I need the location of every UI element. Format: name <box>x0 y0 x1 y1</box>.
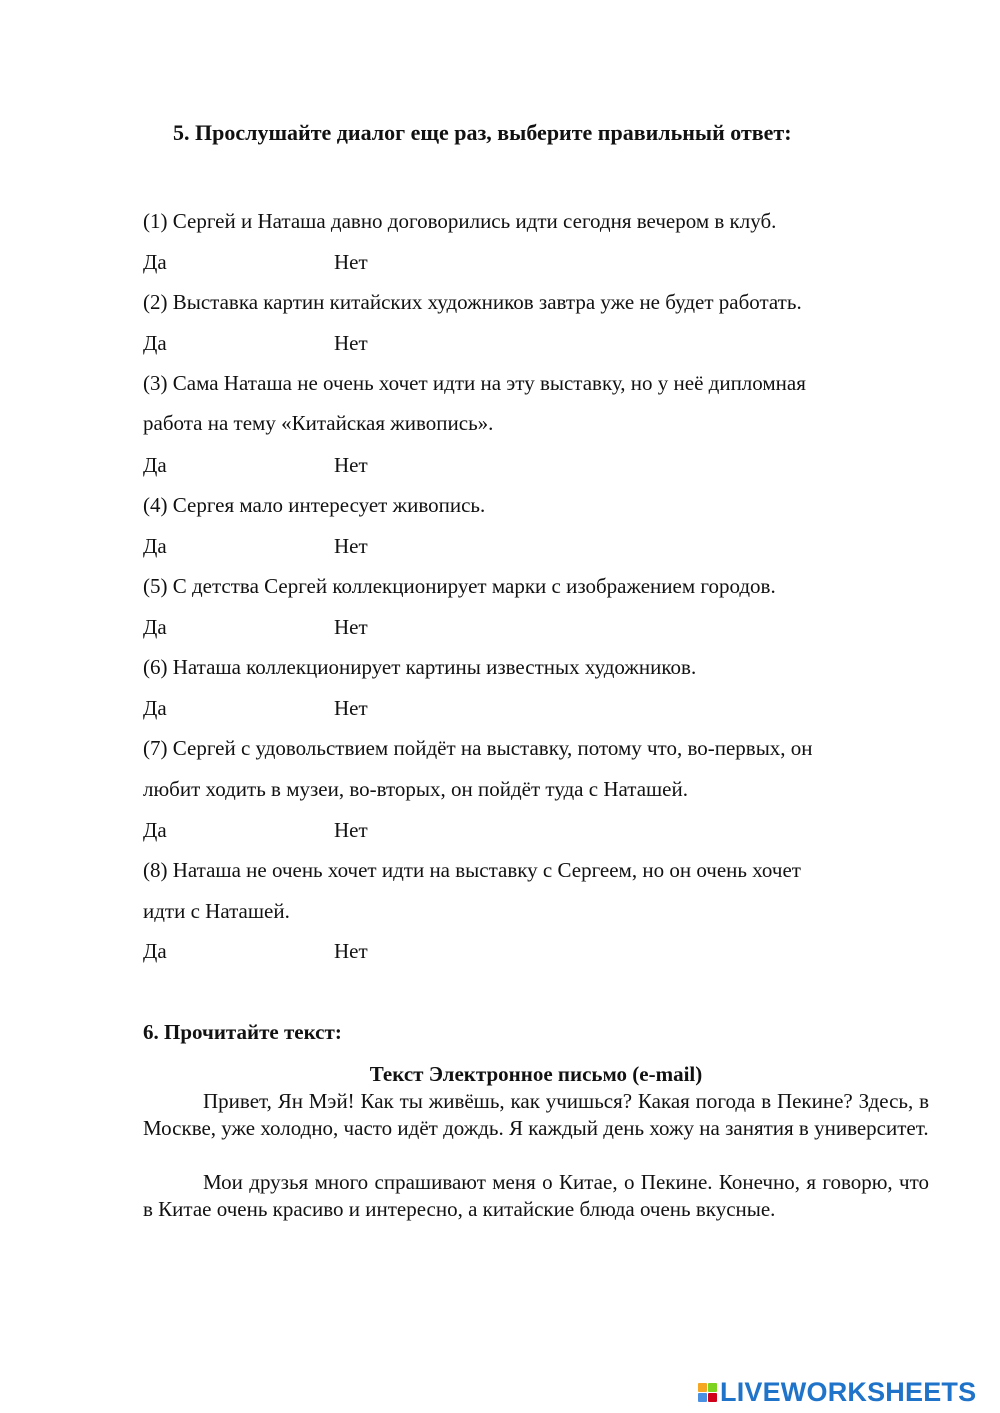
question-1-line-1: (1) Сергей и Наташа давно договорились идти сегодня вечером в клуб. <box>143 209 777 233</box>
question-6-yes-option[interactable]: Да <box>143 696 167 720</box>
question-3-line-2: работа на тему «Китайская живопись». <box>143 411 494 435</box>
question-4-yes-option[interactable]: Да <box>143 534 167 558</box>
logo-square-icon <box>698 1393 707 1402</box>
question-5-no-option[interactable]: Нет <box>334 615 368 639</box>
logo-square-icon <box>708 1383 717 1392</box>
question-4-no-option[interactable]: Нет <box>334 534 368 558</box>
question-6-line-1: (6) Наташа коллекционирует картины известных художников. <box>143 655 697 679</box>
liveworksheets-logo <box>698 1377 976 1407</box>
question-6-no-option[interactable]: Нет <box>334 696 368 720</box>
question-3-line-1: (3) Сама Наташа не очень хочет идти на эту выставку, но у неё дипломная <box>143 371 806 395</box>
logo-square-icon <box>698 1383 707 1392</box>
task5-title: 5. Прослушайте диалог еще раз, выберите правильный ответ: <box>173 120 792 145</box>
question-2-line-1: (2) Выставка картин китайских художников завтра уже не будет работать. <box>143 290 802 314</box>
liveworksheets-logo-text: LIVEWORKSHEETS <box>720 1376 977 1407</box>
question-8-line-2: идти с Наташей. <box>143 899 290 923</box>
question-2-yes-option[interactable]: Да <box>143 331 167 355</box>
question-5-yes-option[interactable]: Да <box>143 615 167 639</box>
question-3-no-option[interactable]: Нет <box>334 453 368 477</box>
liveworksheets-logo-icon <box>698 1383 717 1402</box>
question-7-no-option[interactable]: Нет <box>334 818 368 842</box>
task6-title: 6. Прочитайте текст: <box>143 1020 342 1044</box>
text-title: Текст Электронное письмо (e-mail) <box>369 1062 703 1086</box>
question-8-no-option[interactable]: Нет <box>334 939 368 963</box>
question-1-yes-option[interactable]: Да <box>143 250 167 274</box>
question-7-line-2: любит ходить в музеи, во-вторых, он пойдёт туда с Наташей. <box>143 777 688 801</box>
question-8-line-1: (8) Наташа не очень хочет идти на выставку с Сергеем, но он очень хочет <box>143 858 801 882</box>
question-7-yes-option[interactable]: Да <box>143 818 167 842</box>
question-4-line-1: (4) Сергея мало интересует живопись. <box>143 493 486 517</box>
question-1-no-option[interactable]: Нет <box>334 250 368 274</box>
question-8-yes-option[interactable]: Да <box>143 939 167 963</box>
question-3-yes-option[interactable]: Да <box>143 453 167 477</box>
question-5-line-1: (5) С детства Сергей коллекционирует марки с изображением городов. <box>143 574 776 598</box>
question-7-line-1: (7) Сергей с удовольствием пойдёт на выставку, потому что, во-первых, он <box>143 736 813 760</box>
email-paragraph-1: Привет, Ян Мэй! Как ты живёшь, как учишься? Какая погода в Пекине? Здесь, в Москве, уже холодно, часто идёт дождь. Я каждый день хожу на занятия в университет. <box>143 1089 929 1140</box>
question-2-no-option[interactable]: Нет <box>334 331 368 355</box>
logo-square-icon <box>708 1393 717 1402</box>
email-paragraph-2: Мои друзья много спрашивают меня о Китае, о Пекине. Конечно, я говорю, что в Китае очень красиво и интересно, а китайские блюда очень вкусные. <box>143 1170 929 1221</box>
